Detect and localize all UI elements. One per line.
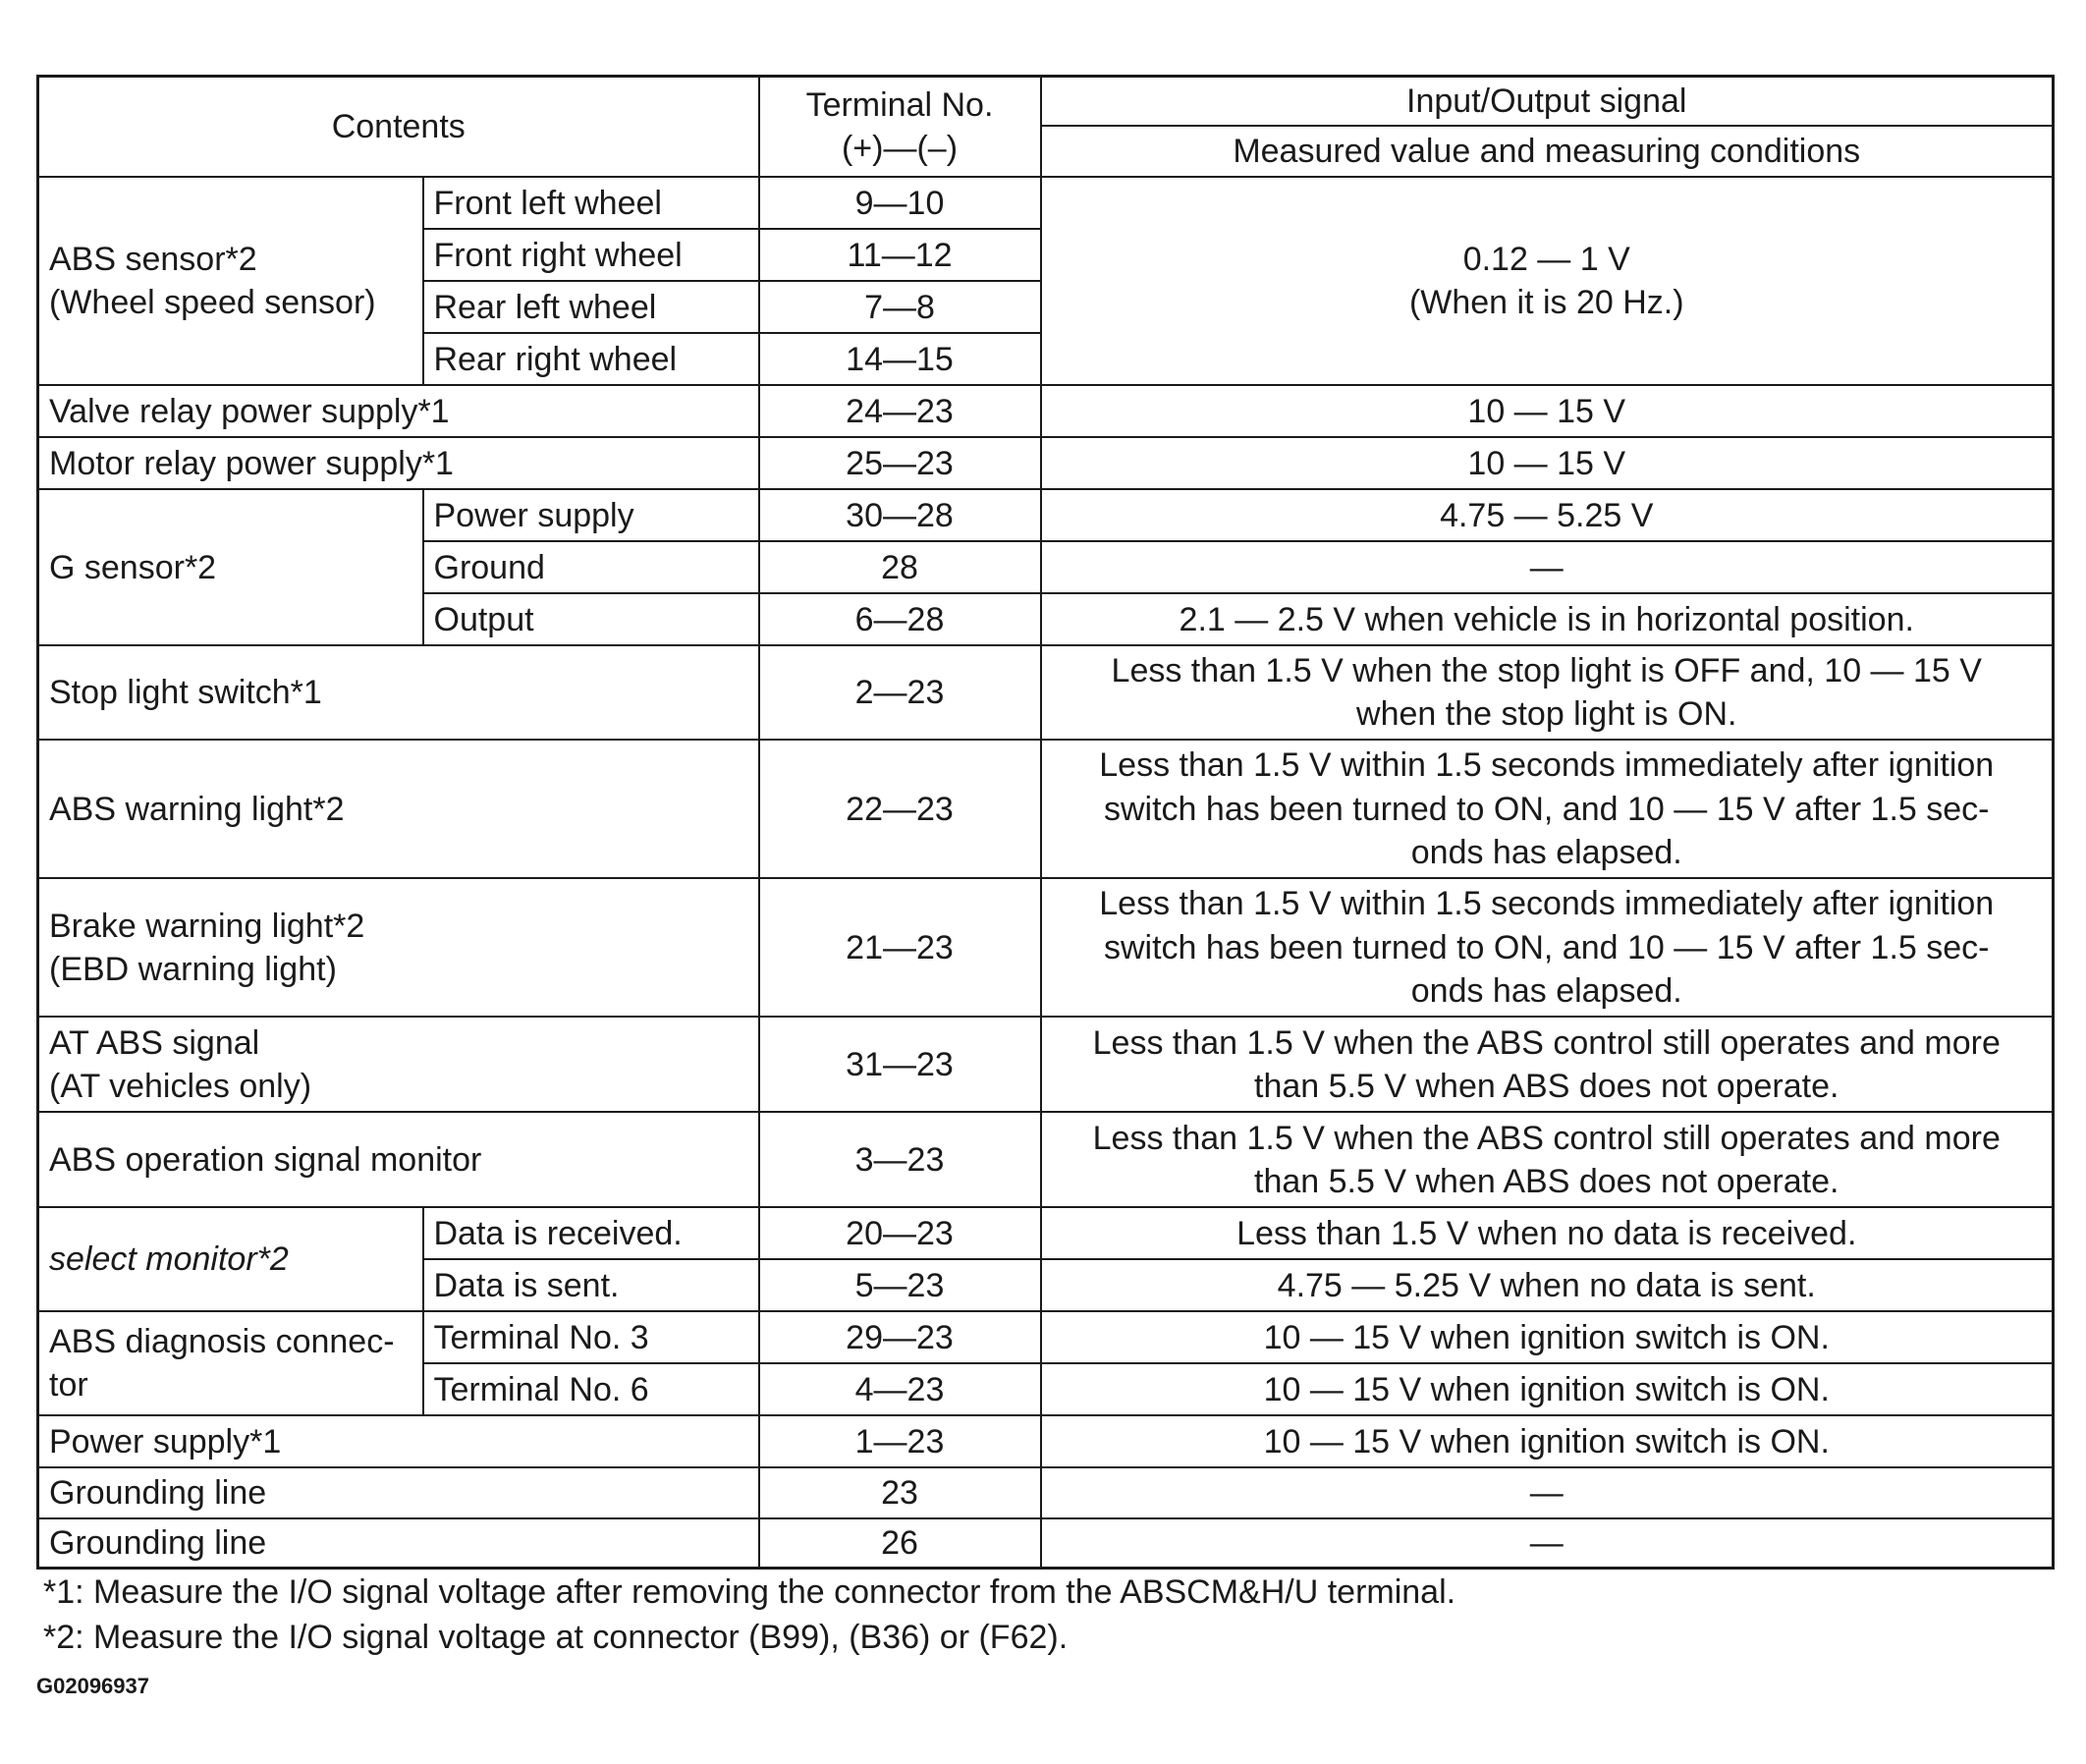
grounding-line-value: — [1041, 1467, 2054, 1518]
at-abs-value-line2: than 5.5 V when ABS does not operate. [1254, 1067, 1839, 1105]
diag-connector-terminal: 29—23 [759, 1311, 1041, 1363]
abs-sensor-label-line1: ABS sensor*2 [49, 241, 257, 278]
brake-warning-value-line2: switch has been turned to ON, and 10 — 15 V after 1.5 sec- [1104, 928, 1990, 966]
stop-light-value [1041, 645, 2054, 740]
select-monitor-value: Less than 1.5 V when no data is received. [1041, 1207, 2054, 1259]
at-abs-label-line2: (AT vehicles only) [49, 1067, 312, 1105]
brake-warning-label-line2: (EBD warning light) [49, 950, 337, 988]
abs-operation-terminal: 3—23 [759, 1112, 1041, 1207]
grounding-line-label: Grounding line [38, 1467, 759, 1518]
header-terminal-line2: (+)—(–) [841, 130, 959, 168]
table-row [38, 1415, 2054, 1467]
footnote-2: *2: Measure the I/O signal voltage at connector (B99), (B36) or (F62). [43, 1619, 1069, 1656]
table-row [38, 1311, 2054, 1363]
terminal-table-container [36, 75, 2055, 1563]
header-measured-text: Measured value and measuring conditions [1233, 133, 1861, 171]
table-row [38, 1017, 2054, 1112]
abs-warning-value [1041, 740, 2054, 878]
header-io-signal [1041, 77, 2054, 127]
diag-connector-sub: Terminal No. 6 [423, 1363, 759, 1415]
g-sensor-terminal: 30—28 [759, 489, 1041, 541]
at-abs-label [38, 1017, 759, 1112]
brake-warning-label-line1: Brake warning light*2 [49, 907, 365, 945]
at-abs-value [1041, 1017, 2054, 1112]
abs-sensor-label-line2: (Wheel speed sensor) [49, 284, 376, 322]
brake-warning-value [1041, 878, 2054, 1017]
at-abs-terminal: 31—23 [759, 1017, 1041, 1112]
header-terminal-line1: Terminal No. [805, 85, 994, 124]
power-supply-terminal: 1—23 [759, 1415, 1041, 1467]
valve-relay-value: 10 — 15 V [1041, 385, 2054, 437]
abs-sensor-value [1041, 177, 2054, 385]
abs-sensor-value-line2: (When it is 20 Hz.) [1408, 284, 1684, 322]
motor-relay-label: Motor relay power supply*1 [38, 437, 759, 489]
select-monitor-terminal: 20—23 [759, 1207, 1041, 1259]
diag-connector-value: 10 — 15 V when ignition switch is ON. [1041, 1311, 2054, 1363]
table-row [38, 1207, 2054, 1259]
g-sensor-value: 2.1 — 2.5 V when vehicle is in horizontal position. [1041, 593, 2054, 645]
abs-warning-value-line3: onds has elapsed. [1410, 833, 1682, 871]
header-contents [38, 77, 759, 178]
abs-sensor-sub: Front right wheel [423, 229, 759, 281]
grounding-line-value: — [1041, 1518, 2054, 1569]
brake-warning-value-line3: onds has elapsed. [1410, 971, 1682, 1010]
abs-warning-value-line2: switch has been turned to ON, and 10 — 15 V after 1.5 sec- [1104, 790, 1990, 828]
stop-light-label: Stop light switch*1 [38, 645, 759, 740]
valve-relay-terminal: 24—23 [759, 385, 1041, 437]
select-monitor-terminal: 5—23 [759, 1259, 1041, 1311]
footnotes [43, 1570, 1455, 1660]
diag-connector-value: 10 — 15 V when ignition switch is ON. [1041, 1363, 2054, 1415]
header-io-signal-text: Input/Output signal [1406, 83, 1687, 120]
diag-connector-label-line2: tor [49, 1366, 88, 1405]
header-contents-text: Contents [331, 108, 466, 145]
abs-sensor-sub: Rear left wheel [423, 281, 759, 333]
brake-warning-value-line1: Less than 1.5 V within 1.5 seconds immediately after ignition [1099, 885, 1995, 923]
table-row [38, 878, 2054, 1017]
table-row [38, 1467, 2054, 1518]
diag-connector-sub: Terminal No. 3 [423, 1311, 759, 1363]
select-monitor-sub: Data is received. [423, 1207, 759, 1259]
table-row [38, 385, 2054, 437]
select-monitor-sub: Data is sent. [423, 1259, 759, 1311]
table-row [38, 1518, 2054, 1569]
g-sensor-label: G sensor*2 [38, 489, 423, 645]
abs-warning-label: ABS warning light*2 [38, 740, 759, 878]
select-monitor-label: select monitor*2 [38, 1207, 423, 1311]
table-row [38, 489, 2054, 541]
abs-sensor-terminal: 9—10 [759, 177, 1041, 229]
terminal-signal-table [36, 75, 2055, 1570]
grounding-line-terminal: 23 [759, 1467, 1041, 1518]
stop-light-value-line1: Less than 1.5 V when the stop light is OFF and, 10 — 15 V [1111, 652, 1982, 689]
abs-warning-value-line1: Less than 1.5 V within 1.5 seconds immediately after ignition [1099, 746, 1995, 785]
abs-sensor-sub: Rear right wheel [423, 333, 759, 385]
at-abs-value-line1: Less than 1.5 V when the ABS control still operates and more [1092, 1023, 2001, 1062]
grounding-line-terminal: 26 [759, 1518, 1041, 1569]
brake-warning-label [38, 878, 759, 1017]
abs-sensor-terminal: 14—15 [759, 333, 1041, 385]
g-sensor-terminal: 28 [759, 541, 1041, 593]
at-abs-label-line1: AT ABS signal [49, 1023, 260, 1062]
table-row [38, 645, 2054, 740]
table-row [38, 437, 2054, 489]
abs-operation-label: ABS operation signal monitor [38, 1112, 759, 1207]
table-row [38, 177, 2054, 229]
header-terminal [759, 77, 1041, 178]
power-supply-value: 10 — 15 V when ignition switch is ON. [1041, 1415, 2054, 1467]
diag-connector-label [38, 1311, 423, 1415]
abs-sensor-terminal: 7—8 [759, 281, 1041, 333]
abs-operation-value-line1: Less than 1.5 V when the ABS control still operates and more [1092, 1119, 2001, 1157]
g-sensor-sub: Ground [423, 541, 759, 593]
g-sensor-sub: Output [423, 593, 759, 645]
valve-relay-label: Valve relay power supply*1 [38, 385, 759, 437]
abs-warning-terminal: 22—23 [759, 740, 1041, 878]
table-row [38, 1112, 2054, 1207]
g-sensor-terminal: 6—28 [759, 593, 1041, 645]
abs-sensor-label [38, 177, 423, 385]
diag-connector-terminal: 4—23 [759, 1363, 1041, 1415]
g-sensor-sub: Power supply [423, 489, 759, 541]
abs-sensor-value-line1: 0.12 — 1 V [1462, 241, 1630, 278]
g-sensor-value: — [1041, 541, 2054, 593]
select-monitor-value: 4.75 — 5.25 V when no data is sent. [1041, 1259, 2054, 1311]
abs-sensor-sub: Front left wheel [423, 177, 759, 229]
power-supply-label: Power supply*1 [38, 1415, 759, 1467]
motor-relay-value: 10 — 15 V [1041, 437, 2054, 489]
stop-light-terminal: 2—23 [759, 645, 1041, 740]
g-sensor-value: 4.75 — 5.25 V [1041, 489, 2054, 541]
brake-warning-terminal: 21—23 [759, 878, 1041, 1017]
abs-operation-value-line2: than 5.5 V when ABS does not operate. [1254, 1162, 1839, 1200]
header-measured [1041, 126, 2054, 177]
figure-code: G02096937 [36, 1674, 149, 1698]
abs-sensor-terminal: 11—12 [759, 229, 1041, 281]
grounding-line-label: Grounding line [38, 1518, 759, 1569]
diag-connector-label-line1: ABS diagnosis connec- [49, 1323, 395, 1360]
stop-light-value-line2: when the stop light is ON. [1356, 695, 1737, 734]
motor-relay-terminal: 25—23 [759, 437, 1041, 489]
abs-operation-value [1041, 1112, 2054, 1207]
header-row [38, 77, 2054, 127]
footnote-1: *1: Measure the I/O signal voltage after removing the connector from the ABSCM&H/U terminal. [43, 1573, 1456, 1611]
table-row [38, 740, 2054, 878]
